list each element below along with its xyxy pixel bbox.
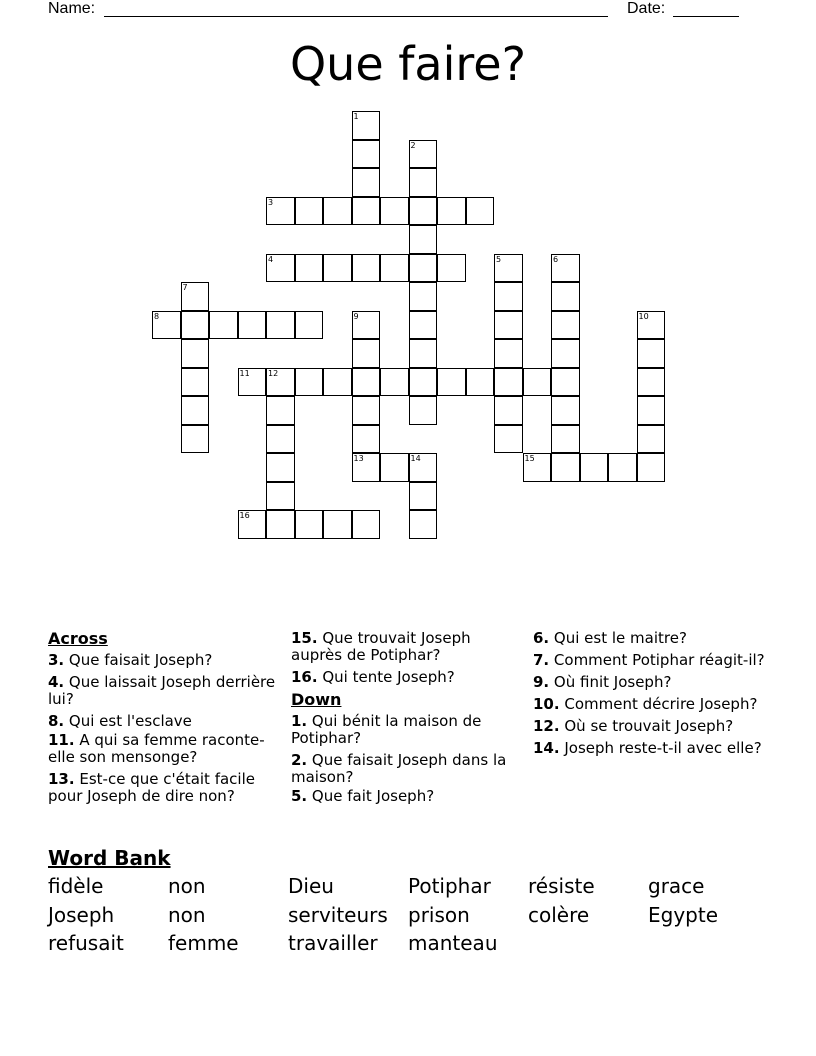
clue-across-8: 8. Qui est l'esclave: [48, 712, 192, 730]
word-bank-word: colère: [528, 903, 590, 927]
grid-cell[interactable]: [409, 510, 438, 539]
grid-cell[interactable]: [494, 254, 523, 283]
clue-across-3: 3. Que faisait Joseph?: [48, 651, 213, 669]
grid-cell[interactable]: [409, 396, 438, 425]
clue-number: 1: [353, 112, 359, 121]
clue-number: 5: [496, 254, 502, 264]
clue-column-2: [291, 630, 516, 810]
word-bank-word: résiste: [528, 874, 595, 898]
grid-cell[interactable]: [152, 311, 181, 340]
grid-cell[interactable]: [352, 453, 381, 482]
clue-down-6: 6. Qui est le maitre?: [533, 629, 687, 647]
grid-cell[interactable]: [181, 425, 210, 454]
clue-down-7: 7. Comment Potiphar réagit-il?: [533, 651, 765, 669]
grid-cell[interactable]: [523, 368, 552, 397]
grid-cell[interactable]: [409, 453, 438, 482]
grid-cell[interactable]: [295, 254, 324, 283]
grid-cell[interactable]: [266, 425, 295, 454]
clue-number: 16: [239, 511, 250, 520]
grid-cell[interactable]: [437, 254, 466, 283]
clue-number: 11: [239, 368, 250, 378]
clue-number: 10: [638, 311, 649, 321]
clue-number: 12: [268, 368, 279, 378]
grid-cell[interactable]: [352, 197, 381, 226]
grid-cell[interactable]: [551, 282, 580, 311]
grid-cell[interactable]: [352, 254, 381, 283]
grid-cell[interactable]: [266, 510, 295, 539]
grid-cell[interactable]: [181, 339, 210, 368]
grid-cell[interactable]: [181, 282, 210, 311]
grid-cell[interactable]: [637, 311, 666, 340]
grid-cell[interactable]: [323, 368, 352, 397]
clue-number: 14: [410, 454, 421, 463]
clue-down-5: 5. Que fait Joseph?: [291, 787, 435, 805]
grid-cell[interactable]: [352, 311, 381, 340]
clue-column-1: [48, 630, 280, 810]
grid-cell[interactable]: [295, 311, 324, 340]
grid-cell[interactable]: [209, 311, 238, 340]
grid-cell[interactable]: [266, 368, 295, 397]
grid-cell[interactable]: [352, 168, 381, 197]
clue-across-16: 16. Qui tente Joseph?: [291, 668, 455, 686]
clue-number: 15: [524, 454, 535, 463]
word-bank-word: Dieu: [288, 874, 334, 898]
grid-cell[interactable]: [323, 254, 352, 283]
grid-cell[interactable]: [409, 482, 438, 511]
grid-cell[interactable]: [637, 368, 666, 397]
grid-cell[interactable]: [409, 339, 438, 368]
grid-cell[interactable]: [352, 425, 381, 454]
grid-cell[interactable]: [637, 396, 666, 425]
word-bank-word: refusait: [48, 931, 124, 955]
word-bank-heading: Word Bank: [48, 846, 171, 870]
clue-down-9: 9. Où finit Joseph?: [533, 673, 672, 691]
clue-across-4: 4. Que laissait Joseph derrière lui?: [48, 673, 276, 708]
grid-cell[interactable]: [437, 368, 466, 397]
clue-number: 3: [268, 197, 274, 207]
grid-cell[interactable]: [181, 396, 210, 425]
grid-cell[interactable]: [181, 311, 210, 340]
clue-across-11: 11. A qui sa femme raconte-elle son mensonge?: [48, 731, 265, 766]
grid-cell[interactable]: [238, 311, 267, 340]
clue-number: 8: [154, 311, 160, 321]
clue-across-15: 15. Que trouvait Joseph auprès de Potiphar?: [291, 629, 471, 664]
grid-cell[interactable]: [238, 510, 267, 539]
word-bank-word: non: [168, 874, 206, 898]
grid-cell[interactable]: [238, 368, 267, 397]
clue-down-10: 10. Comment décrire Joseph?: [533, 695, 758, 713]
word-bank-word: Potiphar: [408, 874, 491, 898]
word-bank-word: manteau: [408, 931, 498, 955]
word-bank-word: fidèle: [48, 874, 104, 898]
grid-cell[interactable]: [352, 339, 381, 368]
grid-cell[interactable]: [266, 482, 295, 511]
clue-down-1: 1. Qui bénit la maison de Potiphar?: [291, 712, 482, 747]
grid-cell[interactable]: [323, 197, 352, 226]
grid-cell[interactable]: [409, 225, 438, 254]
clue-number: 6: [553, 254, 559, 264]
grid-cell[interactable]: [295, 510, 324, 539]
grid-cell[interactable]: [637, 339, 666, 368]
grid-cell[interactable]: [352, 140, 381, 169]
grid-cell[interactable]: [551, 396, 580, 425]
name-label: Name:: [48, 0, 96, 17]
grid-cell[interactable]: [409, 168, 438, 197]
grid-cell[interactable]: [551, 453, 580, 482]
clue-down-2: 2. Que faisait Joseph dans la maison?: [291, 751, 507, 786]
grid-cell[interactable]: [608, 453, 637, 482]
page-title: Que faire?: [289, 37, 527, 91]
grid-cell[interactable]: [266, 197, 295, 226]
clue-down-14: 14. Joseph reste-t-il avec elle?: [533, 739, 762, 757]
grid-cell[interactable]: [580, 453, 609, 482]
grid-cell[interactable]: [494, 282, 523, 311]
grid-cell[interactable]: [409, 311, 438, 340]
grid-cell[interactable]: [523, 453, 552, 482]
grid-cell[interactable]: [352, 111, 381, 140]
grid-cell[interactable]: [409, 254, 438, 283]
grid-cell[interactable]: [181, 368, 210, 397]
word-bank-word: non: [168, 903, 206, 927]
clue-number: 13: [353, 454, 364, 463]
grid-cell[interactable]: [494, 339, 523, 368]
grid-cell[interactable]: [437, 197, 466, 226]
clue-column-3: [533, 630, 765, 762]
word-bank-word: Joseph: [48, 903, 115, 927]
date-label: Date:: [627, 0, 666, 17]
grid-cell[interactable]: [323, 510, 352, 539]
grid-cell[interactable]: [466, 197, 495, 226]
grid-cell[interactable]: [266, 396, 295, 425]
clue-across-13: 13. Est-ce que c'était facile pour Joseph de dire non?: [48, 770, 255, 805]
clue-number: 2: [410, 140, 416, 150]
grid-cell[interactable]: [494, 311, 523, 340]
word-bank-word: grace: [648, 874, 705, 898]
grid-cell[interactable]: [494, 368, 523, 397]
clue-number: 7: [182, 283, 188, 292]
grid-cell[interactable]: [494, 425, 523, 454]
grid-cell[interactable]: [409, 282, 438, 311]
word-bank-word: Egypte: [648, 903, 719, 927]
grid-cell[interactable]: [266, 311, 295, 340]
clue-number: 9: [353, 311, 359, 321]
clue-number: 4: [268, 254, 274, 264]
clue-down-12: 12. Où se trouvait Joseph?: [533, 717, 734, 735]
grid-cell[interactable]: [266, 453, 295, 482]
grid-cell[interactable]: [494, 396, 523, 425]
grid-cell[interactable]: [637, 425, 666, 454]
across-heading: Across: [48, 629, 108, 648]
down-heading: Down: [291, 690, 342, 709]
grid-cell[interactable]: [409, 368, 438, 397]
grid-cell[interactable]: [551, 311, 580, 340]
grid-cell[interactable]: [295, 368, 324, 397]
word-bank-word: travailler: [288, 931, 378, 955]
grid-cell[interactable]: [352, 510, 381, 539]
grid-cell[interactable]: [551, 254, 580, 283]
grid-cell[interactable]: [380, 368, 409, 397]
word-bank-word: serviteurs: [288, 903, 388, 927]
grid-cell[interactable]: [380, 254, 409, 283]
grid-cell[interactable]: [266, 254, 295, 283]
grid-cell[interactable]: [352, 396, 381, 425]
grid-cell[interactable]: [637, 453, 666, 482]
grid-cell[interactable]: [295, 197, 324, 226]
grid-cell[interactable]: [380, 453, 409, 482]
grid-cell[interactable]: [409, 140, 438, 169]
grid-cell[interactable]: [409, 197, 438, 226]
grid-cell[interactable]: [352, 368, 381, 397]
grid-cell[interactable]: [551, 425, 580, 454]
word-bank-word: femme: [168, 931, 239, 955]
word-bank-word: prison: [408, 903, 470, 927]
grid-cell[interactable]: [466, 368, 495, 397]
grid-cell[interactable]: [551, 368, 580, 397]
grid-cell[interactable]: [380, 197, 409, 226]
grid-cell[interactable]: [551, 339, 580, 368]
